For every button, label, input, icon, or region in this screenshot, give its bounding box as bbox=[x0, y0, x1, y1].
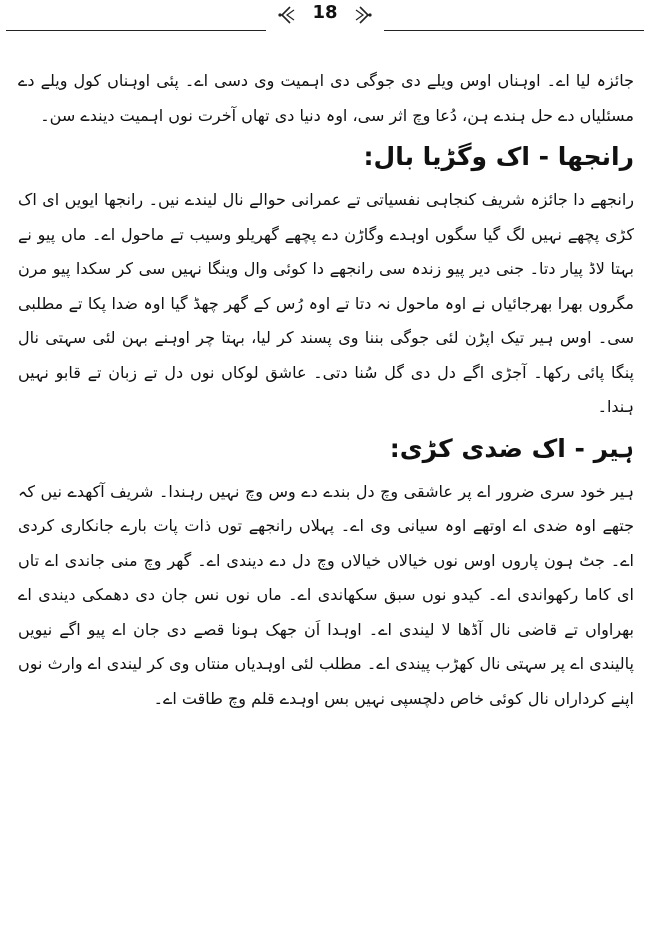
ranjha-paragraph: رانجھے دا جائزہ شریف کنجاہی نفسیاتی تے عمرانی حوالے نال لیندے نیں۔ رانجھا ایویں ای اک کڑی پچھے نہیں لگ گیا سگوں اوہدے وگاڑن دے پچھے گھریلو وسیب تے ماحول اے۔ ماں پیو نے بہتا لاڈ پیار دتا۔ جنی دیر پیو زندہ سی رانجھے دا کوئی وال وینگا نہیں سی کر سکدا پیو مرن مگروں بھرا بھرجائیاں نے اوہ ماحول نہ دتا تے اوہ رُس کے گھر چھڈ گیا اوہ ضدا پکا تے مطلبی سی۔ اوس ہیر تیک اپڑن لئی جوگی بننا وی پسند کر لیا، بہتا چر اوہنے بہن لئی سہتی نال پنگا پائی رکھا۔ آجڑی اگے دل دی گل سُنا دتی۔ عاشق لوکاں نوں دل تے زبان تے قابو نہیں ہندا۔ bbox=[18, 190, 634, 416]
heer-paragraph: ہیر خود سری ضرور اے پر عاشقی وچ دل بندے دے وس وچ نہیں رہندا۔ شریف آکھدے نیں کہ جتھے اوہ ضدی اے اوتھے اوہ سیانی وی اے۔ پہلاں رانجھے توں ذات پات بارے جانکاری کردی اے۔ جٹ ہون پاروں اوس نوں خیالاں خیالاں وچ دل دے دیندی اے۔ گھر وچ منی جاندی اے تاں ای کاما رکھواندی اے۔ کیدو نوں سبق سکھاندی اے۔ ماں نوں نس جان دی دھمکی دیندی اے بھراواں تے قاضی نال آڈھا لا لیندی اے۔ اوہدا اَن جھک ہونا قصے دی جان اے پیو اگے نیویں پالیندی اے پر سہتی نال کھڑب پیندی اے۔ مطلب لئی اوہدیاں منتاں وی کر لیندی اے وارث نوں اپنے کرداراں نال کوئی خاص دلچسپی نہیں بس اوہدے قلم وچ طاقت اے۔ bbox=[18, 481, 634, 708]
header-rule-right bbox=[384, 30, 644, 31]
header-rule-left bbox=[6, 30, 266, 31]
page-header bbox=[0, 0, 650, 36]
page-number: 18 bbox=[312, 2, 338, 23]
intro-paragraph: جائزہ لیا اے۔ اوہناں اوس ویلے دی جوگی دی اہمیت وی دسی اے۔ پئی اوہناں کول ویلے دے مسئلیاں دے حل ہندے ہن، دُعا وچ اثر سی، اوہ دنیا دی تھاں آخرت نوں اہمیت دیندے سن۔ bbox=[18, 71, 634, 125]
page-body bbox=[18, 64, 634, 716]
ornament-right-icon bbox=[354, 4, 374, 26]
ranjha-heading: رانجھا - اک وگڑیا بال: bbox=[363, 142, 634, 171]
ornament-left-icon bbox=[276, 4, 296, 26]
heer-heading: ہیر - اک ضدی کڑی: bbox=[389, 433, 634, 463]
